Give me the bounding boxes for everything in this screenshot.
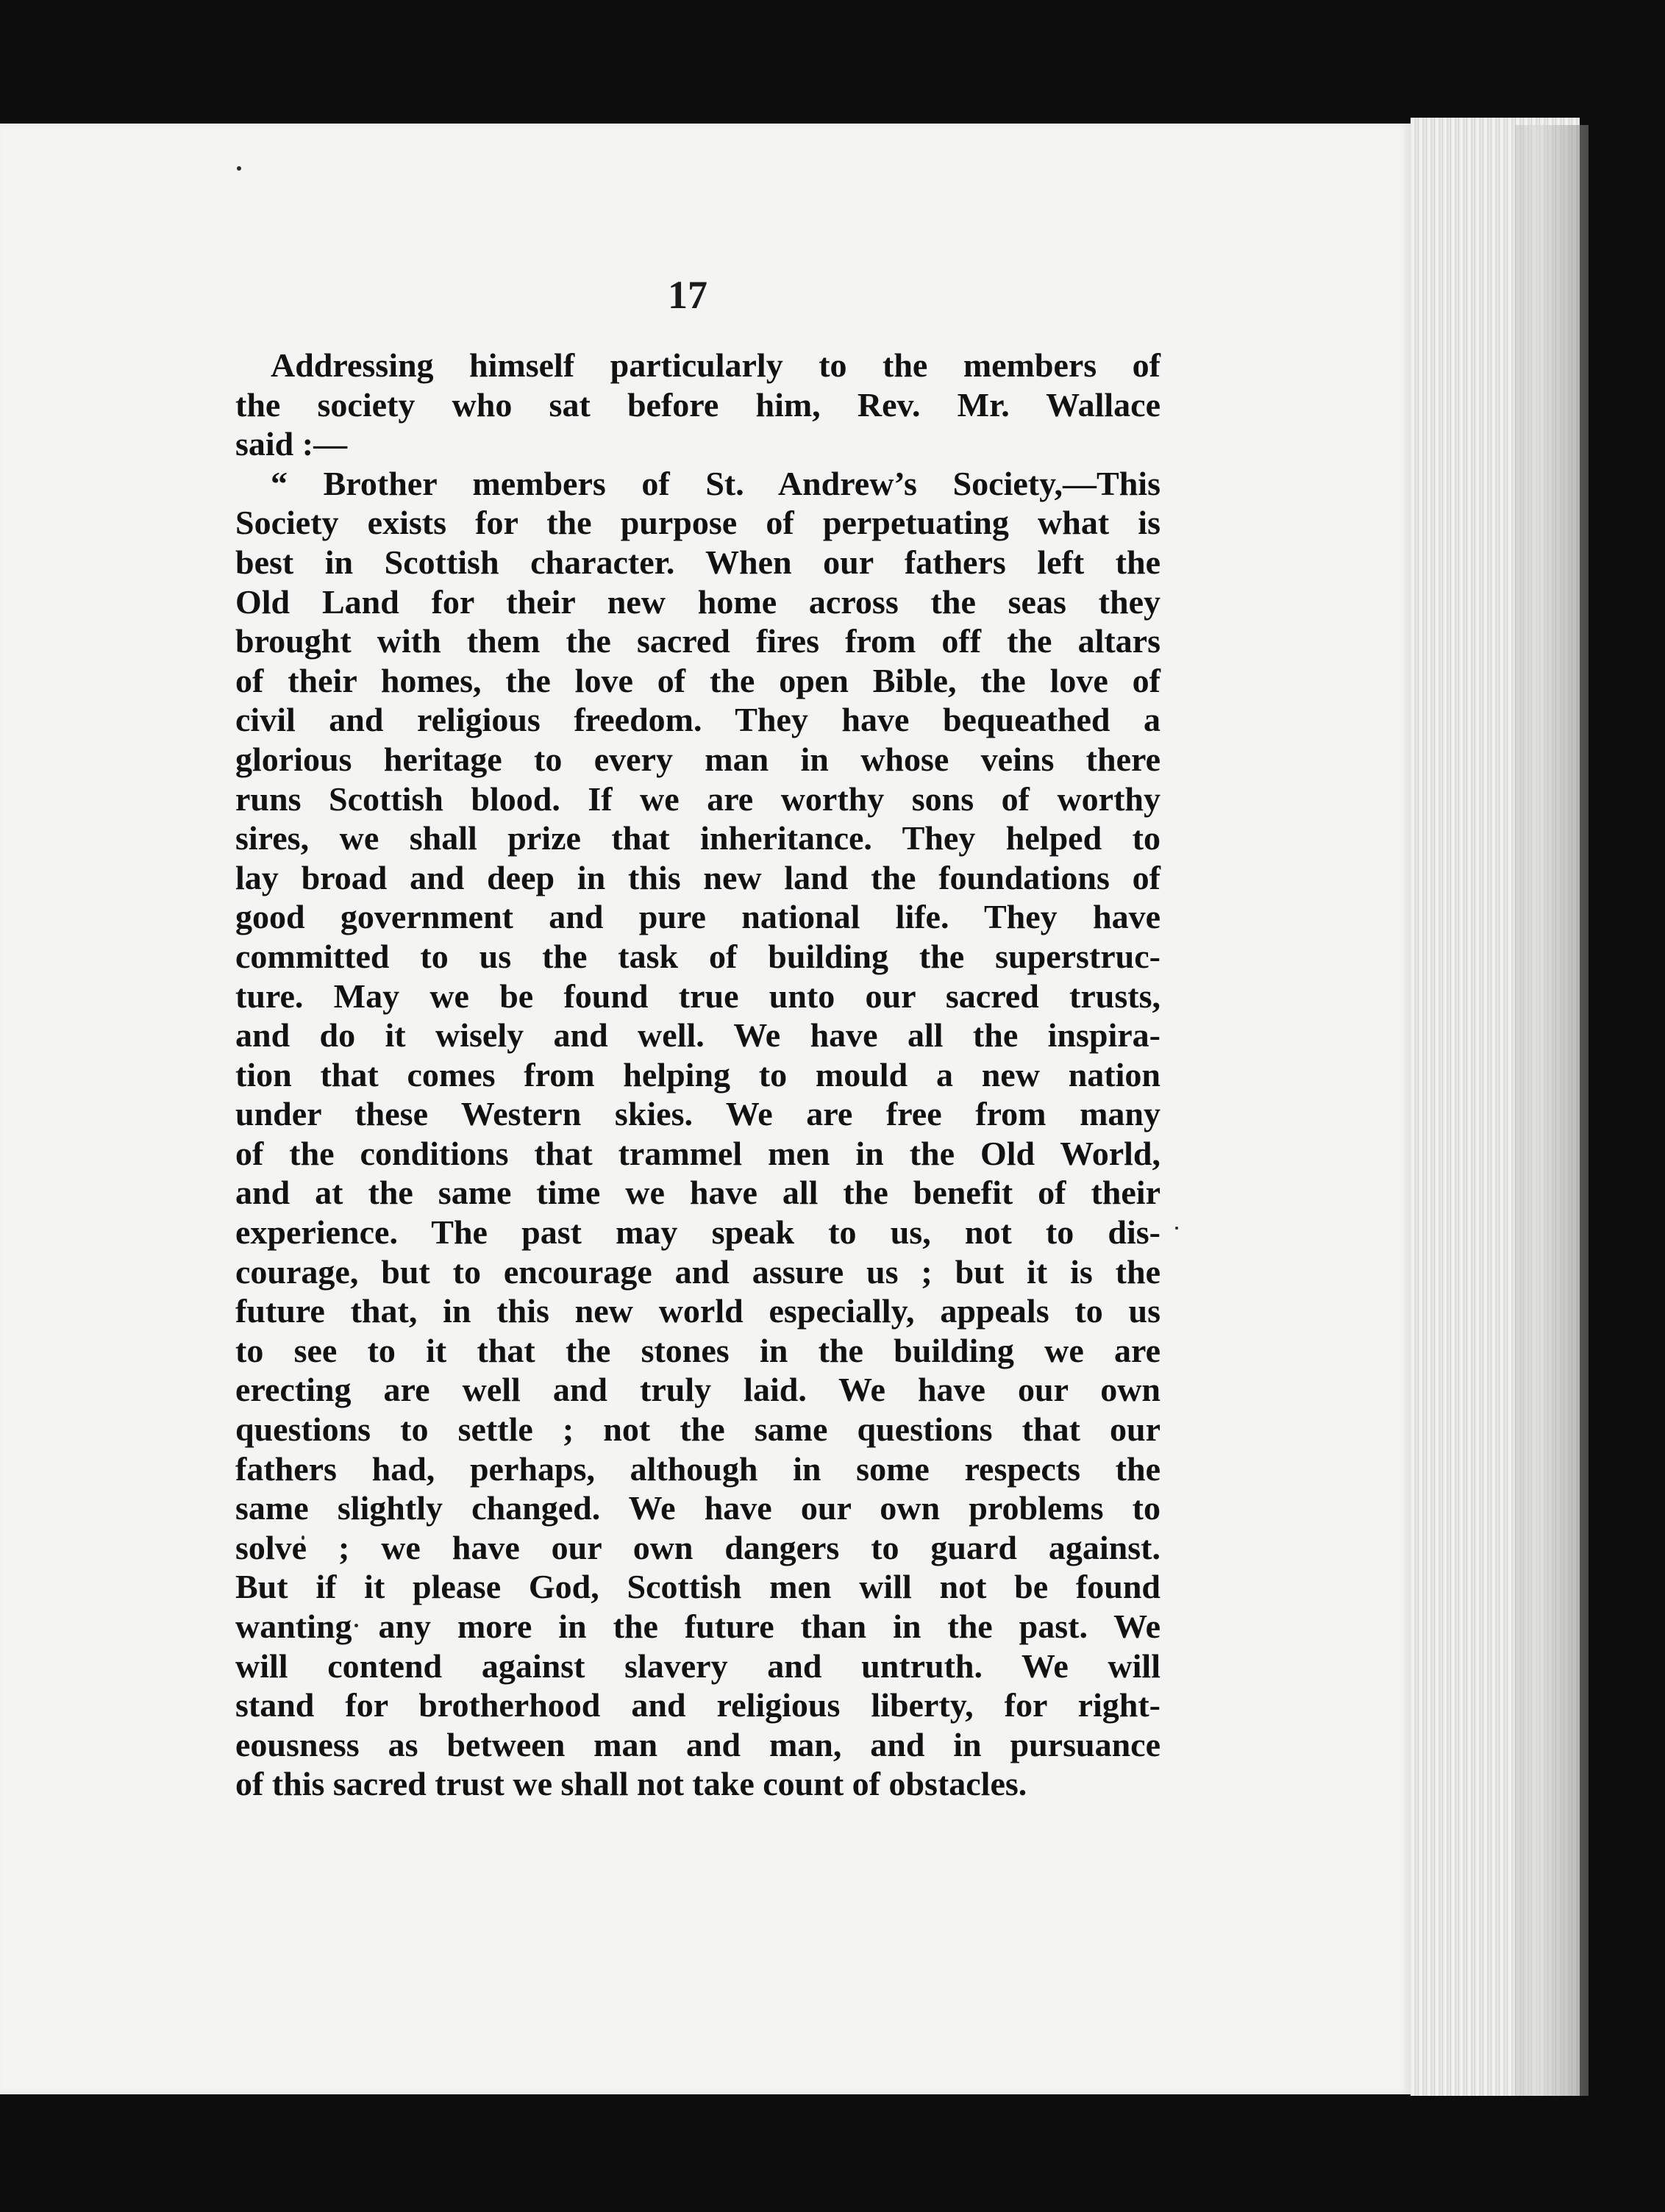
text-line: fathers had, perhaps, although in some respects the xyxy=(235,1449,1160,1488)
text-line: wanting any more in the future than in the past. We xyxy=(235,1608,1160,1645)
text-line: of their homes, the love of the open Bible, the love of xyxy=(235,661,1160,699)
text-line: said :— xyxy=(235,425,348,463)
scan-speck xyxy=(1175,1227,1178,1230)
text-line: runs Scottish blood. If we are worthy sons of worthy xyxy=(235,779,1160,818)
page-number: 17 xyxy=(668,273,707,317)
text-line: of the conditions that trammel men in the Old World, xyxy=(235,1134,1160,1172)
text-line: best in Scottish character. When our fathers left the xyxy=(235,543,1160,581)
text-line: will contend against slavery and untruth. We will xyxy=(235,1646,1160,1685)
text-line: good government and pure national life. They have xyxy=(235,898,1160,936)
text-line: to see to it that the stones in the building we are xyxy=(235,1331,1160,1369)
text-line: sires, we shall prize that inheritance. They helped to xyxy=(235,819,1160,857)
text-line: erecting are well and truly laid. We have our own xyxy=(235,1371,1160,1409)
text-line: committed to us the task of building the superstruc- xyxy=(235,937,1160,975)
body-text xyxy=(235,346,1160,1804)
text-line: under these Western skies. We are free from many xyxy=(235,1095,1160,1133)
text-line: stand for brotherhood and religious liberty, for right- xyxy=(235,1686,1160,1724)
text-line: civil and religious freedom. They have bequeathed a xyxy=(235,701,1160,739)
text-line: Society exists for the purpose of perpetuating what is xyxy=(235,504,1160,542)
text-line: of this sacred trust we shall not take count of obstacles. xyxy=(235,1765,1027,1803)
text-line: future that, in this new world especially, appeals to us xyxy=(235,1292,1160,1330)
text-line: solve ; we have our own dangers to guard against. xyxy=(235,1528,1160,1566)
text-line: eousness as between man and man, and in pursuance xyxy=(235,1725,1160,1763)
text-line: “ Brother members of St. Andrew’s Society,—This xyxy=(271,464,1160,502)
text-line: and at the same time we have all the benefit of their xyxy=(235,1174,1160,1212)
text-line: brought with them the sacred fires from off the altars xyxy=(235,622,1160,660)
text-line: experience. The past may speak to us, not to dis- xyxy=(235,1213,1160,1252)
scan-speck xyxy=(237,166,241,171)
text-line: courage, but to encourage and assure us ; but it is the xyxy=(235,1252,1160,1291)
text-line: and do it wisely and well. We have all the inspira- xyxy=(235,1016,1160,1055)
text-line: lay broad and deep in this new land the foundations of xyxy=(235,858,1160,896)
text-line: same slightly changed. We have our own problems to xyxy=(235,1489,1160,1527)
text-line: ture. May we be found true unto our sacred trusts, xyxy=(235,977,1160,1015)
text-line: But if it please God, Scottish men will not be found xyxy=(235,1568,1160,1606)
text-line: questions to settle ; not the same questions that our xyxy=(235,1410,1160,1449)
text-line: tion that comes from helping to mould a new nation xyxy=(235,1055,1160,1093)
book-page-edges-shadow xyxy=(1515,125,1589,2096)
text-line: Old Land for their new home across the seas they xyxy=(235,582,1160,621)
text-line: glorious heritage to every man in whose veins there xyxy=(235,740,1160,778)
text-line: Addressing himself particularly to the members of xyxy=(271,346,1160,384)
text-line: the society who sat before him, Rev. Mr. Wallace xyxy=(235,385,1160,424)
